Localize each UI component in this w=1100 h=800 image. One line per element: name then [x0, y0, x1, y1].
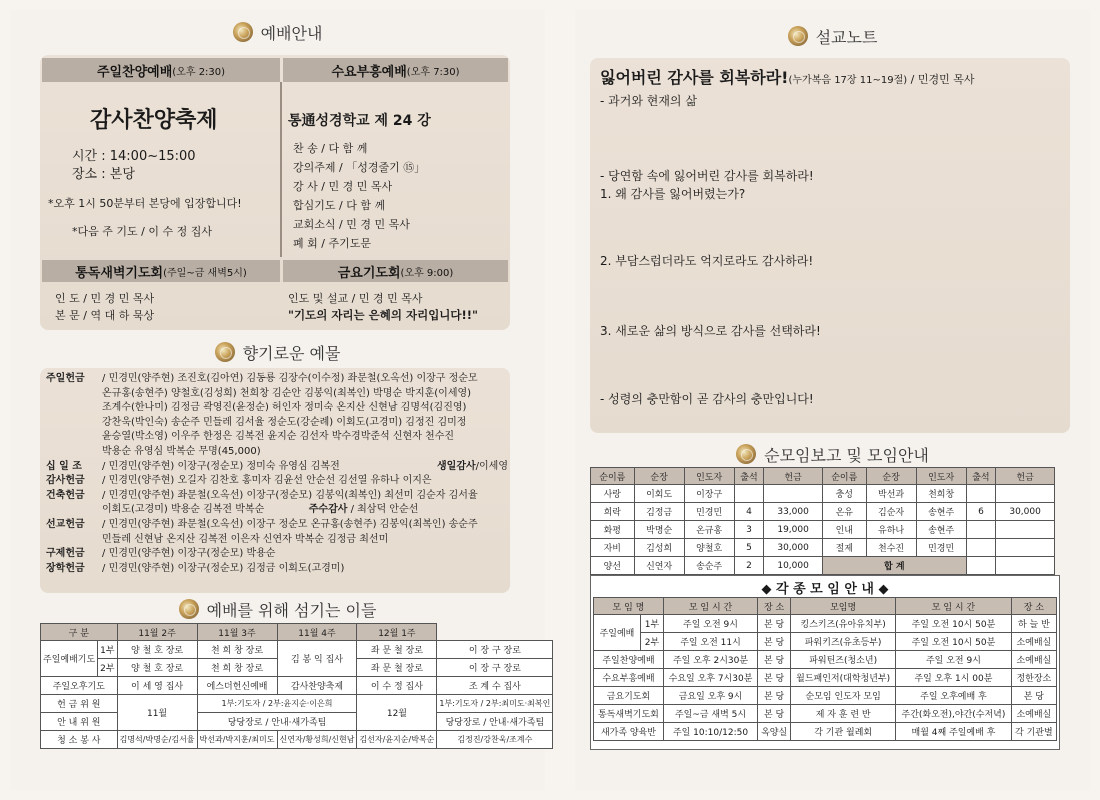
worship-box	[40, 55, 510, 330]
offering-row: 감사헌금 / 민경민(양주현) 오길자 김찬호 홍미자 김윤선 안순선 김선열 유하나 이지은	[46, 475, 432, 487]
entry-note: *오후 1시 50분부터 본당에 입장합니다!	[48, 197, 242, 210]
program-row: 찬 송 / 다 함 께	[293, 142, 368, 155]
table-row: 안 내 위 원 당당장로 / 안내·새가족팀 당당장로 / 안내·새가족팀	[41, 713, 553, 731]
table-row: 주일오후기도 이 세 영 집사 에스더헌신예배 감사찬양축제 이 수 정 집사 조 계 수 집사	[41, 677, 553, 695]
table-row: 통독새벽기도회 주일~금 새벽 5시 본 당 제 자 훈 련 반 주간(화오전),야간(수저녁) 소예배실	[594, 705, 1057, 723]
sermon-point: - 과거와 현재의 삶	[600, 94, 697, 108]
table-row: 사랑 이회도 이장구 충성 박선과 천희창	[591, 485, 1055, 503]
sermon-box	[590, 58, 1070, 433]
program-row: 강의주제 / 「성경줄기 ⑮」	[293, 161, 426, 174]
course-title: 통通성경학교 제 24 강	[288, 113, 431, 129]
program-row: 합심기도 / 다 함 께	[293, 199, 386, 212]
table-row: 새가족 양육반 주일 10:10/12:50 옥양실 각 기관 월례회 매월 4째 주일예배 후 각 기관별	[594, 723, 1057, 741]
table-header: 순이름 순장 인도자 출석 헌금 순이름 순장 인도자 출석 헌금	[591, 468, 1055, 485]
ornament-icon	[788, 26, 808, 46]
ornament-icon	[179, 599, 199, 619]
servers-table	[40, 623, 553, 749]
table-row: 주일예배기도 1부 양 철 호 장로 천 희 창 장로 김 봉 익 집사 좌 문 철 장로 이 장 구 장로	[41, 641, 553, 659]
table-header: 모 임 명 모 임 시 간 장 소 모임명 모 임 시 간 장 소	[594, 598, 1057, 615]
right-page	[575, 10, 1090, 790]
meetings-table	[593, 597, 1057, 741]
ornament-icon	[233, 22, 253, 42]
event-place: 장소 : 본당	[72, 167, 135, 182]
sermon-heading: 잃어버린 감사를 회복하라!	[600, 68, 789, 87]
offering-row: 건축헌금 / 민경민(양주현) 좌문철(오옥선) 이장구(정순모) 김봉익(최복인) 최선미 김순자 김서율 이회도(고경미) 박용순 김복전 박복순 주수감사 / 최삼덕 안순선	[46, 489, 478, 516]
worship-title: 예배안내	[260, 23, 323, 43]
offering-row: 십 일 조 / 민경민(양주현) 이장구(정순모) 정미숙 유영심 김복전 생일감사/이세영	[46, 460, 508, 472]
sunday-header: 주일찬양예배 (오후 2:30)	[42, 58, 280, 82]
table-row: 수요부흥예배 수요일 오후 7시30분 본 당 월드패인저(대학청년부) 주일 오후 1시 00분 정한장소	[594, 669, 1057, 687]
sermon-point: 1. 왜 감사를 잃어버렸는가?	[600, 187, 746, 201]
program-row: 폐 회 / 주기도문	[293, 237, 371, 250]
table-row: 주일예배 1부 주일 오전 9시 본 당 킹스키즈(유아유치부) 주일 오전 10시 50분 하 늘 반	[594, 615, 1057, 633]
sermon-title: 설교노트	[815, 27, 878, 47]
table-row: 2부 양 철 호 장로 천 희 창 장로 좌 문 철 장로 이 장 구 장로	[41, 659, 553, 677]
table-row: 청 소 봉 사 김명석/박명순/김서율 박선과/박지훈/최미도 신연자/황성희/신현남 김선자/윤지순/박복순 김정진/강찬욱/조계수	[41, 731, 553, 749]
sermon-section-title	[575, 22, 1090, 50]
worship-section-title	[10, 18, 545, 46]
event-time: 시간 : 14:00~15:00	[72, 149, 196, 164]
report-section-title	[575, 440, 1090, 468]
table-row: 주일찬양예배 주일 오후 2시30분 본 당 파워틴즈(청소년) 주일 오전 9시 소예배실	[594, 651, 1057, 669]
fri-line: 인도 및 설교 / 민 경 민 목사	[288, 292, 423, 305]
servers-section-title	[10, 595, 545, 623]
servers-title: 예배를 위해 섬기는 이들	[206, 600, 377, 620]
dawn-row: 인 도 / 민 경 민 목사	[55, 292, 155, 305]
offering-row: 장학헌금 / 민경민(양주현) 이장구(정순모) 김정금 이회도(고경미)	[46, 562, 345, 574]
offering-list	[46, 372, 508, 576]
table-row: 금요기도회 금요일 오후 9시 본 당 순모임 인도자 모임 주일 오후예배 후 본 당	[594, 687, 1057, 705]
ornament-icon	[736, 444, 756, 464]
sermon-point: 2. 부담스럽더라도 억지로라도 감사하라!	[600, 254, 814, 268]
next-prayer: *다음 주 기도 / 이 수 정 집사	[72, 225, 212, 238]
sermon-header	[600, 65, 975, 88]
table-row: 화평 박명순 온규홍 3 19,000 인내 유하나 송현주	[591, 521, 1055, 539]
table-row: 헌 금 위 원 11월 1부:기도자 / 2부:윤지순·이은희 12월 1부:기도자 / 2부:최미도·최복인	[41, 695, 553, 713]
divider	[280, 82, 282, 257]
offering-section-title	[10, 338, 545, 366]
table-header: 구 분 11월 2주 11월 3주 11월 4주 12월 1주	[41, 624, 553, 641]
sermon-point: - 성령의 충만함이 곧 감사의 충만입니다!	[600, 392, 814, 406]
program-row: 교회소식 / 민 경 민 목사	[293, 218, 410, 231]
table-row: 희락 김정금 민경민 4 33,000 온유 김순자 송현주 6 30,000	[591, 503, 1055, 521]
ornament-icon	[215, 342, 235, 362]
dawn-header: 통독새벽기도회 (주일~금 새벽5시)	[42, 260, 280, 282]
event-title: 감사찬양축제	[90, 108, 218, 133]
left-page	[10, 10, 551, 790]
report-table	[590, 467, 1055, 575]
preacher: / 민경민 목사	[910, 73, 975, 86]
table-row: 양선 신연자 송순주 2 10,000 합 계	[591, 557, 1055, 575]
offering-row: 선교헌금 / 민경민(양주현) 좌문철(오옥선) 이장구 정순모 온규홍(송현주) 김봉익(최복인) 송순주 민들레 신현남 온지산 김복전 이은자 신연자 박복순 김정금 최선미	[46, 518, 478, 545]
dawn-row: 본 문 / 역 대 하 묵상	[55, 309, 155, 322]
fri-slogan: "기도의 자리는 은혜의 자리입니다!!"	[288, 308, 479, 322]
fri-header: 금요기도회 (오후 9:00)	[283, 260, 508, 282]
offering-row: 구제헌금 / 민경민(양주현) 이장구(정순모) 박용순	[46, 548, 276, 560]
wed-header: 수요부흥예배 (오후 7:30)	[283, 58, 508, 82]
sermon-point: - 당연함 속에 잃어버린 감사를 회복하라!	[600, 169, 814, 183]
offering-title: 향기로운 예물	[242, 343, 341, 363]
report-title: 순모임보고 및 모임안내	[764, 445, 929, 465]
table-row: 자비 김성희 양철호 5 30,000 절제 천수진 민경민	[591, 539, 1055, 557]
sermon-point: 3. 새로운 삶의 방식으로 감사를 선택하라!	[600, 324, 821, 338]
program-row: 강 사 / 민 경 민 목사	[293, 180, 393, 193]
offering-row: 주일헌금 / 민경민(양주현) 조진호(김아연) 김동룡 김장수(이수정) 좌문철(오옥선) 이장구 정순모 온규홍(송현주) 양철호(김성희) 천희창 김순안 김봉익(최복인) 박명순 박지훈(이세영) 조계수(한나미) 김정금 곽영진(윤정순) 허인자 정미숙 온지산 신현남 김명석(김진영) 강찬욱(박인숙) 송순주 민들레 김서율 정순도(강순례) 이회도(고경미) 김정진 김미정 윤승열(박소영) 이우주 한정은 김복전 윤지순 김선자 박수경박준석 신현자 천수진 박용순 유영심 박복순 무명(45,000)	[46, 373, 478, 457]
table-row: 2부 주일 오전 11시 본 당 파워키즈(유초등부) 주일 오전 10시 50분 소예배실	[594, 633, 1057, 651]
scripture: (누가복음 17장 11~19절)	[788, 75, 908, 86]
meetings-title: ◆ 각 종 모 임 안 내 ◆	[761, 582, 889, 597]
